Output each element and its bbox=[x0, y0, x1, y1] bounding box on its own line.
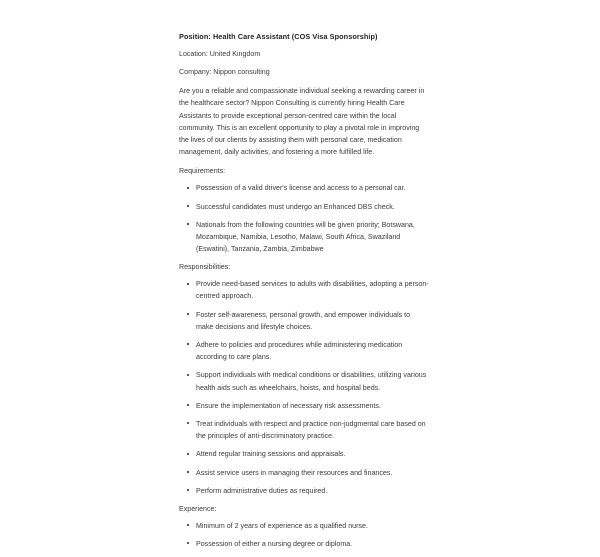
list-item-text: Assist service users in managing their resources and finances. bbox=[196, 468, 393, 477]
bullet-icon bbox=[187, 524, 189, 526]
bullet-icon bbox=[187, 313, 189, 315]
section-experience bbox=[179, 504, 429, 550]
list-item bbox=[179, 309, 429, 333]
bullet-icon bbox=[187, 187, 189, 189]
list-item bbox=[179, 182, 429, 194]
list-item bbox=[179, 520, 429, 532]
list-item bbox=[179, 201, 429, 213]
list-item bbox=[179, 485, 429, 497]
list-item bbox=[179, 538, 429, 550]
list-item-text: Possession of a valid driver's license and access to a personal car. bbox=[196, 184, 406, 193]
experience-list bbox=[179, 520, 429, 550]
list-item-text: Treat individuals with respect and practice non-judgmental care based on the principles of anti-discriminatory practice. bbox=[196, 419, 426, 441]
requirements-list bbox=[179, 182, 429, 255]
section-requirements bbox=[179, 166, 429, 255]
list-item-text: Nationals from the following countries will be given priority; Botswana, Mozambique, Namibia, Lesotho, Malawi, South Africa, Swaziland (Eswatini), Tanzania, Zambia, Zimbabwe bbox=[196, 220, 415, 254]
bullet-icon bbox=[187, 343, 189, 345]
page-title: Position: Health Care Assistant (COS Visa Sponsorship) bbox=[179, 32, 378, 41]
list-item-text: Foster self-awareness, personal growth, and empower individuals to make decisions and lifestyle choices. bbox=[196, 310, 411, 331]
company-line: Company: Nippon consulting bbox=[179, 68, 270, 77]
bullet-icon bbox=[187, 489, 189, 491]
list-item-text: Support individuals with medical conditions or disabilities, utilizing various health aids such as wheelchairs, hoists, and hospital beds. bbox=[196, 371, 427, 392]
list-item-text: Ensure the implementation of necessary risk assessments. bbox=[196, 401, 381, 410]
list-item bbox=[179, 418, 429, 442]
list-item-text: Provide need-based services to adults with disabilities, adopting a person-centred approach. bbox=[196, 280, 429, 301]
list-item-text: Successful candidates must undergo an Enhanced DBS check. bbox=[196, 202, 395, 211]
list-item bbox=[179, 219, 429, 256]
list-item bbox=[179, 369, 429, 393]
list-item bbox=[179, 278, 429, 302]
list-item-text: Possession of either a nursing degree or diploma. bbox=[196, 540, 353, 549]
bullet-icon bbox=[187, 404, 189, 406]
list-item-text: Adhere to policies and procedures while administering medication according to care plans. bbox=[196, 341, 403, 362]
bullet-icon bbox=[187, 422, 189, 424]
bullet-icon bbox=[187, 471, 189, 473]
bullet-icon bbox=[187, 205, 189, 207]
bullet-icon bbox=[187, 453, 189, 455]
list-item-text: Attend regular training sessions and appraisals. bbox=[196, 450, 346, 459]
section-heading: Requirements: bbox=[179, 167, 226, 176]
list-item bbox=[179, 339, 429, 363]
list-item bbox=[179, 467, 429, 479]
list-item-text: Perform administrative duties as required. bbox=[196, 486, 328, 495]
list-item-text: Minimum of 2 years of experience as a qualified nurse. bbox=[196, 521, 368, 530]
job-posting-content bbox=[179, 31, 429, 557]
bullet-icon bbox=[187, 283, 189, 285]
section-responsibilities bbox=[179, 262, 429, 497]
list-item bbox=[179, 400, 429, 412]
bullet-icon bbox=[187, 223, 189, 225]
section-heading: Responsibilities: bbox=[179, 263, 231, 272]
section-heading: Experience: bbox=[179, 504, 217, 513]
responsibilities-list bbox=[179, 278, 429, 497]
list-item bbox=[179, 448, 429, 460]
intro-paragraph: Are you a reliable and compassionate individual seeking a rewarding career in the healthcare sector? Nippon Consulting is currently hiring Health Care Assistants to provide exceptional person-centred care within the local community. This is an excellent opportunity to play a pivotal role in improving the lives of our clients by assisting them with personal care, medication management, daily activities, and fostering a more fulfilled life. bbox=[179, 87, 425, 157]
bullet-icon bbox=[187, 542, 189, 544]
bullet-icon bbox=[187, 374, 189, 376]
location-line: Location: United Kingdom bbox=[179, 50, 261, 59]
